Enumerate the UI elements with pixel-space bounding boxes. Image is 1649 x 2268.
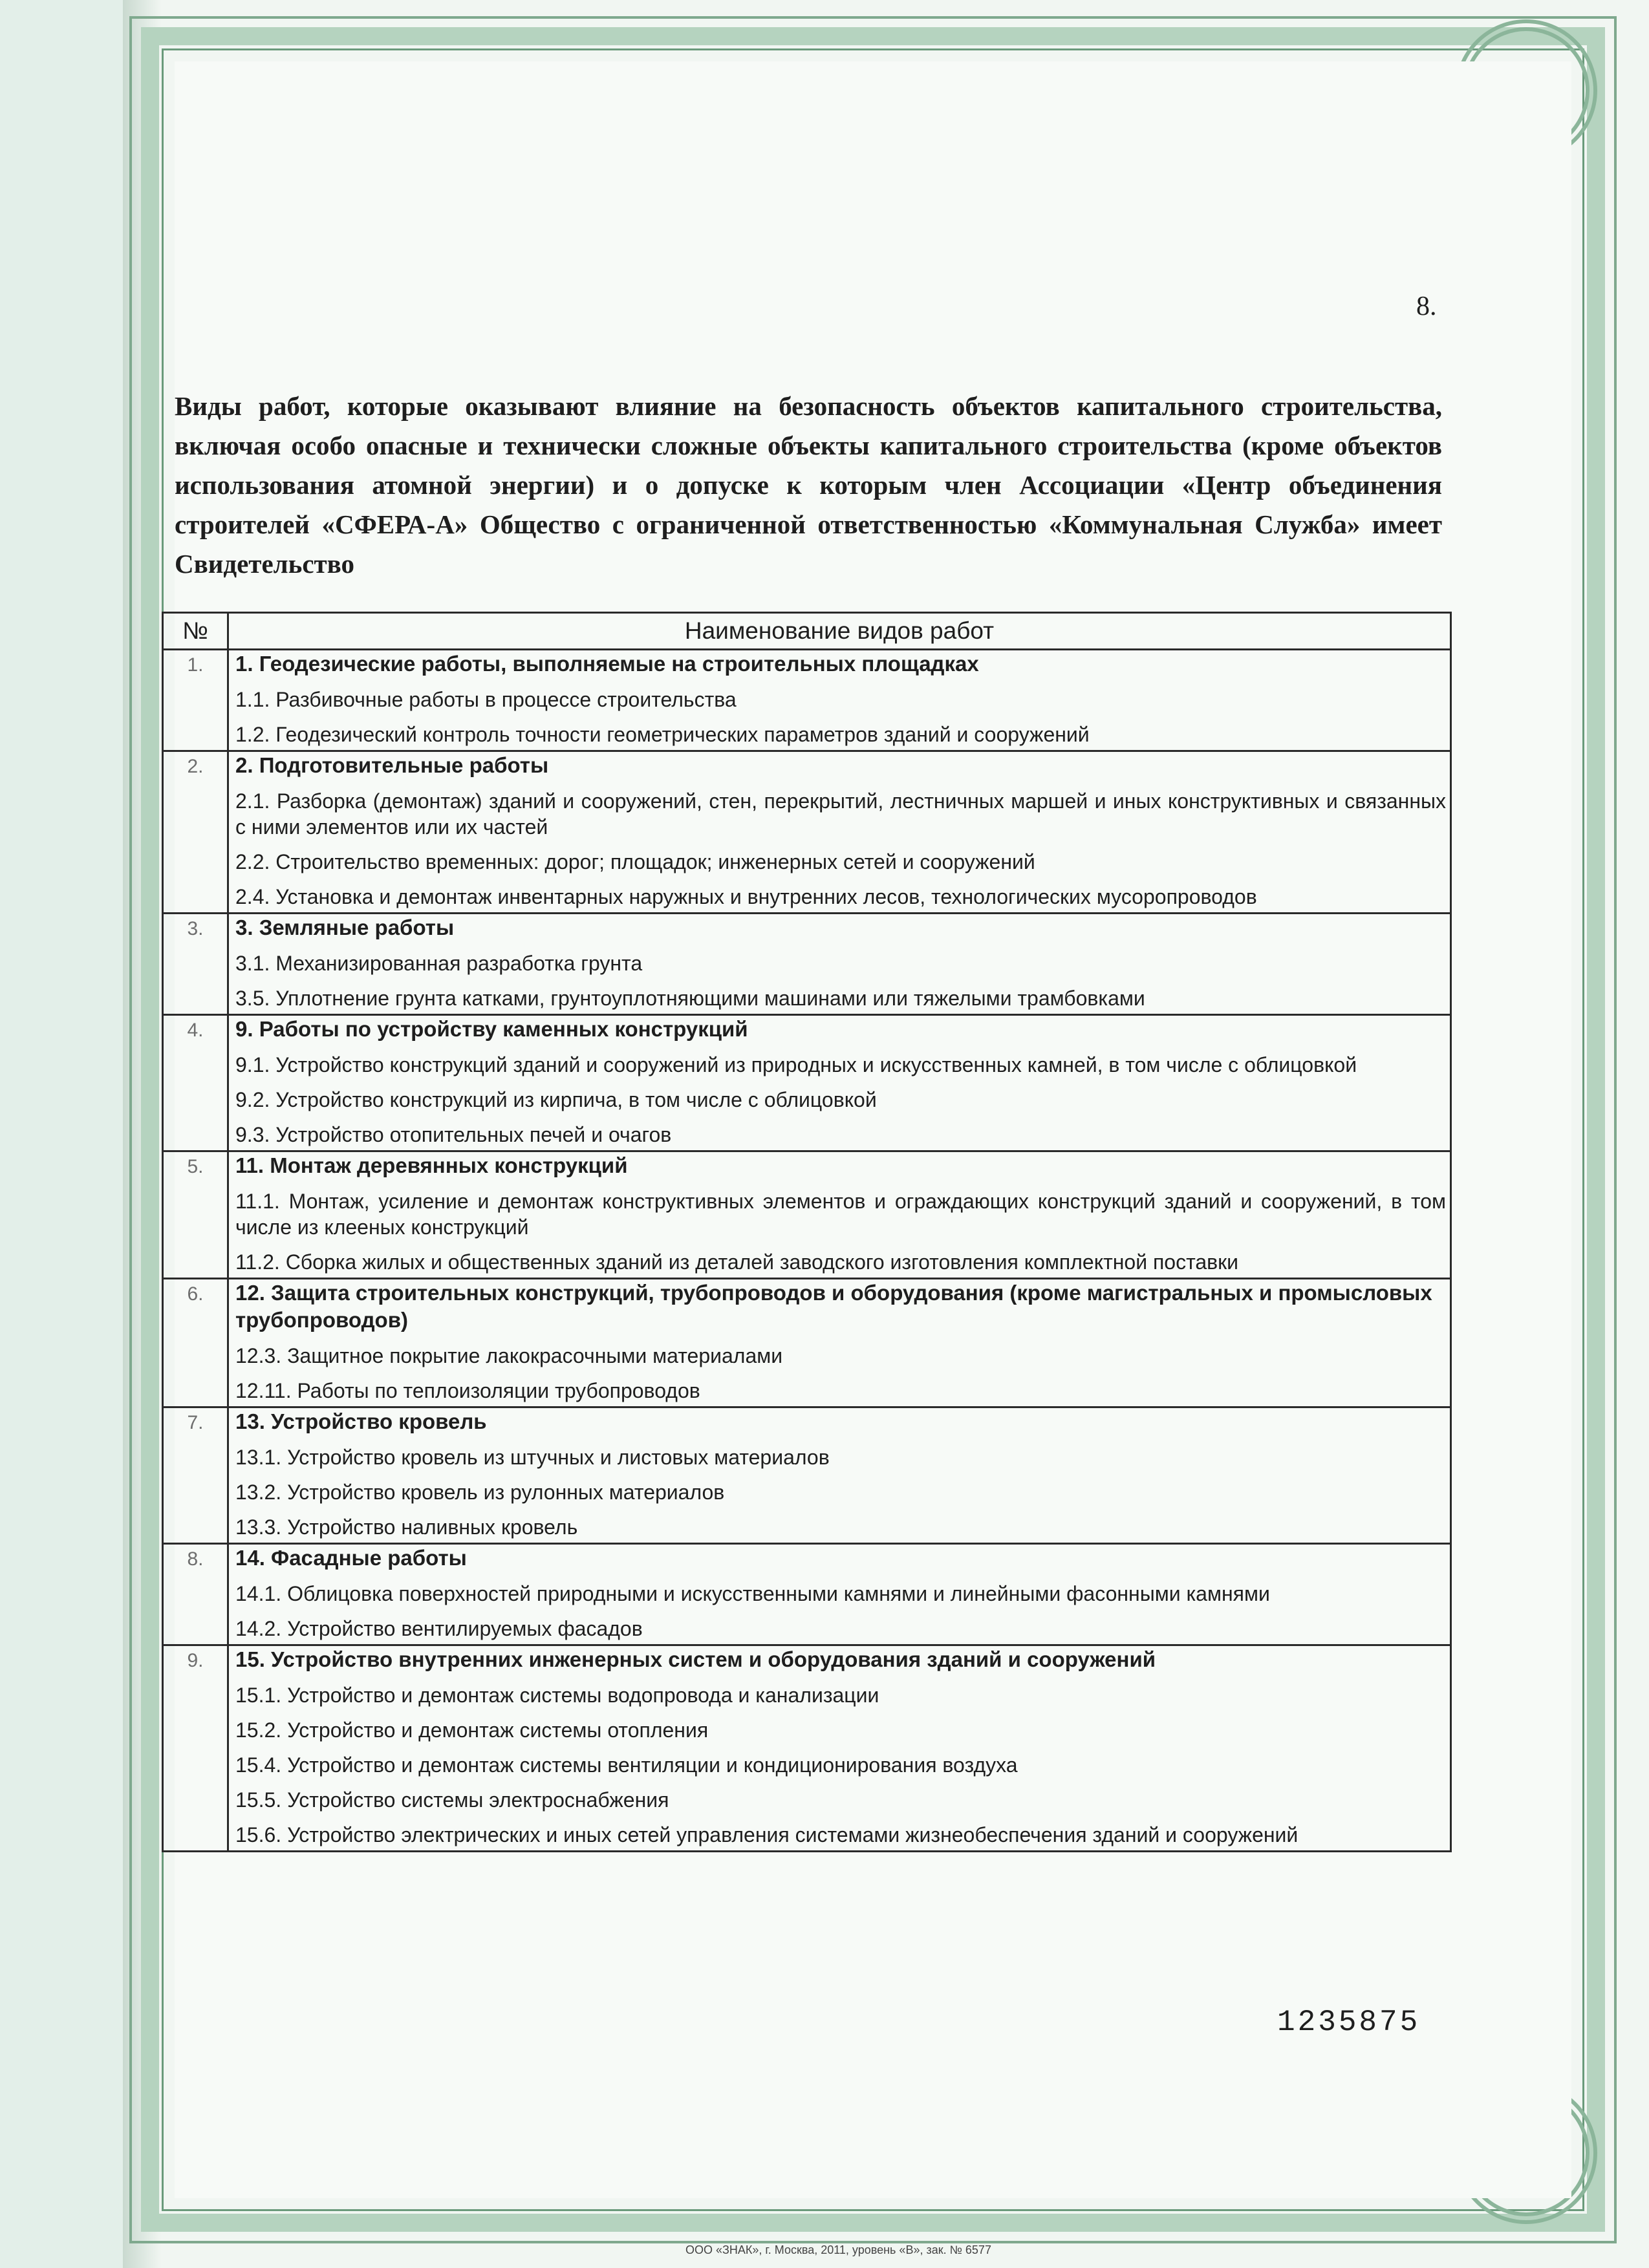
form-serial-number: 1235875	[1277, 2006, 1421, 2039]
work-group-cell	[228, 914, 1451, 1015]
work-group-title: 11. Монтаж деревянных конструкций	[235, 1153, 628, 1177]
column-header-number: №	[163, 613, 228, 650]
work-item: 3.5. Уплотнение грунта катками, грунтоуплотняющими машинами или тяжелыми трамбовками	[235, 987, 1145, 1010]
work-item: 15.6. Устройство электрических и иных сетей управления системами жизнеобеспечения зданий и сооружений	[235, 1823, 1299, 1846]
table-header-row	[163, 613, 1451, 650]
row-number: 9.	[163, 1645, 228, 1852]
work-group-cell	[228, 1279, 1451, 1407]
row-number: 3.	[163, 914, 228, 1015]
row-number: 8.	[163, 1544, 228, 1645]
work-group-cell	[228, 1645, 1451, 1852]
table-row	[163, 1279, 1451, 1407]
row-number: 4.	[163, 1015, 228, 1151]
work-item: 1.2. Геодезический контроль точности геометрических параметров зданий и сооружений	[235, 723, 1090, 746]
work-item: 15.4. Устройство и демонтаж системы вентиляции и кондиционирования воздуха	[235, 1753, 1018, 1777]
work-item: 12.3. Защитное покрытие лакокрасочными материалами	[235, 1344, 783, 1367]
work-item: 15.5. Устройство системы электроснабжения	[235, 1788, 669, 1812]
document-heading: Виды работ, которые оказывают влияние на безопасность объектов капитального строительства, включая особо опасные и технически сложные объекты капитального строительства (кроме объектов использования атомной энергии) и о допуске к которым член Ассоциации «Центр объединения строителей «СФЕРА-А» Общество с ограниченной ответственностью «Коммунальная Служба» имеет Свидетельство	[175, 391, 1442, 579]
work-group-title: 12. Защита строительных конструкций, трубопроводов и оборудования (кроме магистральных и промысловых трубопроводов)	[235, 1281, 1432, 1332]
work-group-title: 14. Фасадные работы	[235, 1546, 467, 1570]
work-group-cell	[228, 1407, 1451, 1544]
work-item: 2.2. Строительство временных: дорог; площадок; инженерных сетей и сооружений	[235, 850, 1035, 873]
row-number: 6.	[163, 1279, 228, 1407]
work-group-cell	[228, 751, 1451, 914]
work-item: 14.1. Облицовка поверхностей природными и искусственными камнями и линейными фасонными камнями	[235, 1582, 1270, 1605]
row-number: 7.	[163, 1407, 228, 1544]
work-item: 2.1. Разборка (демонтаж) зданий и сооружений, стен, перекрытий, лестничных маршей и иных конструктивных и связанных с ними элементов или их частей	[235, 789, 1446, 839]
work-group-cell	[228, 1544, 1451, 1645]
work-item: 15.2. Устройство и демонтаж системы отопления	[235, 1718, 709, 1742]
work-item: 13.2. Устройство кровель из рулонных материалов	[235, 1481, 725, 1504]
work-item: 2.4. Установка и демонтаж инвентарных наружных и внутренних лесов, технологических мусоропроводов	[235, 885, 1257, 908]
work-group-title: 1. Геодезические работы, выполняемые на строительных площадках	[235, 652, 979, 676]
work-item: 9.3. Устройство отопительных печей и очагов	[235, 1123, 672, 1146]
work-item: 3.1. Механизированная разработка грунта	[235, 952, 643, 975]
work-item: 1.1. Разбивочные работы в процессе строительства	[235, 688, 737, 711]
column-header-work-name: Наименование видов работ	[228, 613, 1451, 650]
work-item: 11.1. Монтаж, усиление и демонтаж конструктивных элементов и ограждающих конструкций зданий и сооружений, в том числе из клееных конструкций	[235, 1190, 1446, 1239]
work-group-title: 13. Устройство кровель	[235, 1409, 487, 1433]
page-number: 8.	[1416, 292, 1437, 321]
work-group-title: 9. Работы по устройству каменных конструкций	[235, 1017, 748, 1041]
table-row	[163, 1151, 1451, 1279]
work-group-cell	[228, 650, 1451, 751]
row-number: 2.	[163, 751, 228, 914]
table-row	[163, 650, 1451, 751]
table-row	[163, 1015, 1451, 1151]
work-group-title: 15. Устройство внутренних инженерных систем и оборудования зданий и сооружений	[235, 1647, 1156, 1671]
work-item: 13.1. Устройство кровель из штучных и листовых материалов	[235, 1446, 830, 1469]
row-number: 5.	[163, 1151, 228, 1279]
table-body	[163, 650, 1451, 1852]
work-item: 13.3. Устройство наливных кровель	[235, 1515, 578, 1539]
work-group-cell	[228, 1151, 1451, 1279]
printer-imprint: ООО «ЗНАК», г. Москва, 2011, уровень «В», зак. № 6577	[685, 2243, 991, 2256]
work-item: 9.1. Устройство конструкций зданий и сооружений из природных и искусственных камней, в том числе с облицовкой	[235, 1053, 1357, 1076]
work-item: 9.2. Устройство конструкций из кирпича, в том числе с облицовкой	[235, 1088, 877, 1111]
work-types-table	[162, 612, 1452, 1852]
table-row	[163, 1407, 1451, 1544]
table-row	[163, 751, 1451, 914]
work-group-title: 3. Земляные работы	[235, 915, 455, 939]
work-item: 14.2. Устройство вентилируемых фасадов	[235, 1617, 643, 1640]
table-row	[163, 1544, 1451, 1645]
previous-page-edge	[0, 0, 142, 2268]
work-group-title: 2. Подготовительные работы	[235, 753, 549, 777]
table-row	[163, 1645, 1451, 1852]
row-number: 1.	[163, 650, 228, 751]
table-row	[163, 914, 1451, 1015]
work-item: 11.2. Сборка жилых и общественных зданий из деталей заводского изготовления комплектной поставки	[235, 1250, 1239, 1274]
work-item: 12.11. Работы по теплоизоляции трубопроводов	[235, 1379, 700, 1402]
work-item: 15.1. Устройство и демонтаж системы водопровода и канализации	[235, 1684, 879, 1707]
work-group-cell	[228, 1015, 1451, 1151]
